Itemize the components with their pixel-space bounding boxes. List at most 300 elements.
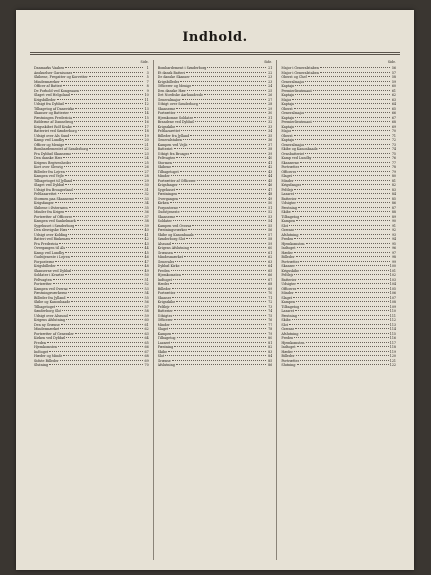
entry-title: Batterier [281,277,297,282]
entry-title: Den danske Hær [34,156,63,160]
entry-title: Hæder [281,250,293,255]
dot-leader [181,211,267,212]
entry-page-number: 96 [391,246,397,250]
contents-column-1 [30,60,153,560]
dot-leader [65,103,143,104]
entry-page-number: 48 [144,264,149,268]
dot-leader [180,171,267,172]
entry-page-number: 68 [144,354,149,358]
entry-title: Feltlejr [157,304,170,309]
entry-title: Portrætter [157,111,176,115]
entry-page-number: 75 [268,313,273,318]
entry-page-number: 121 [389,358,397,363]
entry-page-number: 78 [268,327,273,331]
contents-columns [30,60,400,560]
dot-leader [55,261,142,262]
entry-title: Portrætter [157,291,176,295]
entry-page-number: 46 [268,183,273,187]
entry-title: Batterier [157,309,173,313]
entry-page-number: 56 [268,228,273,232]
entry-page-number: 30 [268,111,273,115]
entry-page-number: 95 [391,241,397,246]
dot-leader [179,184,267,185]
dot-leader [56,306,143,307]
entry-title: Fæstning [281,313,297,318]
dot-leader [181,265,267,266]
entry-title: Indtoget [281,345,296,349]
entry-title: Ridderne af Dannebrog [34,120,74,124]
entry-title: Billeder fra Lejren [34,169,65,174]
entry-page-number: 32 [144,192,149,196]
dot-leader [306,243,390,244]
entry-page-number: 52 [268,210,273,214]
entry-page-number: 35 [144,205,149,210]
dot-leader [66,337,143,338]
entry-page-number: 58 [391,75,397,79]
entry-title: Fæstningen [157,192,178,196]
entry-title: Skibe og Kanonbaade [157,232,194,237]
entry-title: Kaptajn [281,84,295,88]
entry-page-number: 26 [144,165,149,169]
entry-title: Portrætter [281,165,300,169]
entry-page-number: 14 [144,111,149,115]
dot-leader [204,94,266,95]
entry-page-number: 75 [391,151,397,156]
dot-leader [172,333,266,334]
dot-leader [295,193,390,194]
entry-page-number: 69 [144,358,149,363]
dot-leader [172,288,266,289]
dot-leader [306,342,389,343]
entry-title: De Forhold ved Kongeaaen [34,88,80,93]
entry-title: Kaptajn [281,115,295,120]
dot-leader [292,99,390,100]
entry-title: Tilbagetog [157,336,176,340]
dot-leader [195,234,266,235]
entry-title: Den slesvigske Hær [34,228,68,232]
entry-title: Billeder [157,286,171,291]
entry-page-number: 69 [268,286,273,291]
entry-page-number: 42 [268,165,273,169]
entry-title: Kampen [281,219,296,223]
dot-leader [300,166,390,167]
entry-title: Krigsfanger [281,183,302,187]
dot-leader [176,189,266,190]
entry-page-number: 24 [268,84,273,88]
dot-leader [61,324,143,325]
entry-title: Tilbagetog [281,214,300,219]
entry-title: Feltlazarettet [34,192,57,196]
dot-leader [67,297,143,298]
entry-title: Hjemkomsten [281,241,305,246]
contents-entry [281,363,396,368]
dot-leader [300,306,389,307]
dot-leader [73,72,142,73]
dot-leader [300,234,391,235]
entry-page-number: 111 [389,313,397,318]
entry-title: Udsigter [281,282,296,286]
dot-leader [292,211,390,212]
dot-leader [75,333,143,334]
entry-page-number: 27 [268,97,273,102]
entry-page-number: 79 [268,331,273,336]
dot-leader [289,225,390,226]
entry-page-number: 34 [268,129,273,133]
entry-title: Udsigt over Als Sund [34,133,70,138]
entry-title: De danske Skanser [157,75,190,79]
entry-page-number: 61 [391,88,397,93]
dot-leader [298,198,391,199]
dot-leader [294,135,390,136]
entry-page-number: 56 [391,66,397,70]
entry-page-number: 50 [268,201,273,205]
entry-title: Generalmajor [281,142,305,147]
entry-title: Officer af Batteri [34,84,63,88]
dot-leader [71,301,142,302]
dot-leader [297,288,388,289]
entry-page-number: 7 [146,79,149,84]
entry-title: Sygehuset i Sønderborg [34,223,75,228]
entry-page-number: 25 [268,88,273,93]
dot-leader [313,121,390,122]
dot-leader [308,76,390,77]
entry-title: Oberst [281,106,293,111]
entry-title: Grænsen [157,250,173,255]
entry-page-number: 114 [389,327,397,331]
dot-leader [168,351,266,352]
entry-page-number: 104 [389,282,397,286]
entry-title: Krigsskibet Rolf Krake [34,124,72,129]
entry-page-number: 82 [268,345,273,349]
entry-page-number: 63 [268,259,273,264]
dot-leader [172,360,267,361]
entry-title: Kampen ved Sankelmark [34,219,76,223]
dot-leader [296,265,389,266]
dot-leader [295,310,389,311]
entry-page-number: 79 [391,169,397,174]
entry-title: Kaptajn [281,102,295,106]
dot-leader [65,211,142,212]
entry-page-number: 51 [144,277,149,282]
dot-leader [182,99,267,100]
entry-page-number: 63 [144,331,149,336]
dot-leader [190,153,266,154]
dot-leader [65,184,142,185]
entry-page-number: 42 [144,237,149,241]
entry-title: Hæder [281,349,293,354]
dot-leader [65,67,142,68]
dot-leader [62,310,142,311]
dot-leader [73,180,143,181]
entry-title: Hjemkomsten [157,273,181,277]
dot-leader [169,328,266,329]
entry-page-number: 60 [268,246,273,250]
entry-title: Kampen ved Oversø [34,286,68,291]
entry-page-number: 72 [268,300,273,304]
dot-leader [294,189,390,190]
entry-page-number: 80 [391,174,397,178]
entry-title: Kirken [157,201,169,205]
entry-title: Major i Generalstaben [281,66,319,70]
entry-page-number: 47 [268,187,273,192]
entry-page-number: 11 [144,97,149,102]
dot-leader [186,238,266,239]
entry-title: Skanser [157,295,172,300]
page-title: Indhold. [182,30,248,45]
dot-leader [186,72,266,73]
entry-page-number: 83 [391,187,397,192]
column-page-label: Side. [387,60,397,64]
dot-leader [171,324,266,325]
entry-page-number: 62 [391,93,397,97]
entry-page-number: 66 [144,345,149,349]
dot-leader [176,108,266,109]
entry-page-number: 43 [268,169,273,174]
dot-leader [179,207,266,208]
entry-page-number: 23 [268,75,273,79]
entry-page-number: 97 [391,250,397,255]
dot-leader [313,90,390,91]
title-rule [30,54,400,55]
entry-page-number: 15 [144,115,149,120]
entry-title: Soldater i Kvarter [34,273,65,277]
entry-title: Kampen [157,331,172,336]
entry-page-number: 36 [268,138,273,142]
contents-entry [158,363,273,368]
entry-title: Brandene ved Dybbøl [157,120,194,124]
entry-title: Kamp ved Lundby [34,138,65,142]
entry-page-number: 113 [389,322,397,327]
entry-title: Kaptajn [281,138,295,142]
entry-title: Freden [281,237,294,241]
entry-page-number: 46 [144,255,149,259]
entry-page-number: 67 [391,115,397,120]
dot-leader [320,67,390,68]
entry-page-number: 43 [144,241,149,246]
dot-leader [57,99,143,100]
dot-leader [172,166,266,167]
entry-title: Skibe og Kanonbaade [34,300,71,304]
dot-leader [189,144,267,145]
entry-page-number: 85 [391,196,397,201]
entry-page-number: 82 [391,183,397,187]
dot-leader [192,85,266,86]
dot-leader [65,252,142,253]
entry-page-number: 59 [391,79,397,84]
dot-leader [298,315,389,316]
entry-title: Generalmajor [281,111,305,115]
entry-title: Premierlieutenant [281,88,312,93]
dot-leader [68,229,142,230]
entry-title: Grænse [157,358,171,363]
entry-title: Danmarks Vaaben [34,66,65,70]
entry-title: Stormen [157,160,173,165]
entry-title: Portrætter [34,282,52,286]
entry-page-number: 60 [144,318,149,322]
entry-page-number: 67 [144,349,149,354]
entry-page-number: 10 [144,93,149,97]
entry-page-number: 106 [389,291,397,295]
entry-title: Slutning [281,363,296,367]
entry-page-number: 65 [144,340,149,345]
entry-page-number: 18 [144,129,149,133]
entry-title: Udsigt fra Dybbøl [34,102,64,106]
entry-page-number: 84 [391,192,397,196]
entry-title: Indtoget [34,349,49,354]
dot-leader [302,184,390,185]
entry-title: Krigens Afslutning [157,246,189,250]
dot-leader [58,193,143,194]
dot-leader [65,144,142,145]
dot-leader [298,207,390,208]
entry-page-number: 62 [268,255,273,259]
entry-page-number: 77 [268,322,273,327]
entry-title: Kampen ved Vejle [34,174,64,178]
entry-title: Fæstningsværker [157,228,188,232]
entry-page-number: 80 [268,336,273,340]
dot-leader [294,252,390,253]
dot-leader [294,337,388,338]
entry-title: Portrætter [281,358,300,363]
entry-title: Udsigt over Kolding [34,232,68,237]
entry-page-number: 98 [391,255,397,259]
dot-leader [171,306,267,307]
entry-title: Kampen [281,300,296,304]
entry-page-number: 40 [144,228,149,232]
entry-title: Sønderborg Slot [157,237,186,241]
entry-title: Skanserne [157,214,176,219]
entry-page-number: 17 [144,124,149,129]
entry-title: Minder [281,178,294,183]
entry-title: Billeder fra Jylland [34,295,66,300]
entry-page-number: 65 [268,268,273,273]
entry-page-number: 20 [144,138,149,142]
entry-page-number: 19 [144,133,149,138]
entry-page-number: 24 [144,156,149,160]
dot-leader [68,292,142,293]
entry-page-number: 36 [144,210,149,214]
entry-page-number: 105 [389,286,397,291]
entry-page-number: 54 [268,219,273,223]
dot-leader [69,288,143,289]
entry-page-number: 53 [268,214,273,219]
entry-title: Premierlieutenant [281,120,312,124]
dot-leader [190,247,267,248]
entry-title: Major [281,97,292,102]
entry-title: Mindesmærket [157,255,184,259]
entry-title: Forposterne [157,205,179,210]
entry-title: Officer og Menige [34,142,65,147]
entry-page-number: 64 [268,264,273,268]
entry-page-number: 73 [391,142,397,147]
dot-leader [187,90,266,91]
dot-leader [175,261,266,262]
entry-page-number: 64 [144,336,149,340]
entry-page-number: 41 [144,232,149,237]
entry-title: Krigsskibe [281,268,300,273]
entry-page-number: 55 [144,295,149,300]
dot-leader [66,247,143,248]
entry-page-number: 70 [144,363,149,367]
entry-title: Kort over Slesvig [34,165,63,169]
dot-leader [319,148,390,149]
entry-page-number: 16 [144,120,149,124]
entry-title: Afslutning [281,331,299,336]
entry-title: Feltlejr [281,187,294,192]
entry-page-number: 63 [391,97,397,102]
entry-page-number: 22 [268,70,273,75]
entry-title: Hjemkomne Soldater [157,115,194,120]
entry-title: Forposterne [34,259,55,264]
dot-leader [69,207,143,208]
dot-leader [53,279,143,280]
entry-title: Generalmajor [281,79,305,84]
entry-title: Dybbøl Kirke [157,264,180,268]
dot-leader [89,148,143,149]
entry-title: Udsigt fra Broagerland [34,187,73,192]
dot-leader [180,81,266,82]
entry-title: Kirken ved Dybbøl [34,336,65,340]
entry-page-number: 99 [391,259,397,264]
entry-page-number: 28 [144,174,149,178]
entry-page-number: 38 [268,147,273,151]
entry-page-number: 33 [144,196,149,201]
entry-title: Kaptajn [281,93,295,97]
dot-leader [64,166,143,167]
dot-leader [71,94,143,95]
entry-title: Hjemkomsten [34,345,58,349]
entry-page-number: 90 [391,219,397,223]
dot-leader [178,193,266,194]
dot-leader [188,229,266,230]
entry-page-number: 110 [389,309,397,313]
entry-page-number: 109 [389,304,397,309]
title-rule [30,52,400,53]
dot-leader [296,256,390,257]
entry-page-number: 81 [268,340,273,345]
dot-leader [195,121,267,122]
entry-title: Skanserne [281,160,299,165]
dot-leader [78,130,143,131]
entry-page-number: 84 [268,354,273,358]
dot-leader [49,351,142,352]
entry-page-number: 77 [391,160,397,165]
entry-page-number: 29 [268,106,273,111]
entry-title: Lazaret [281,192,295,196]
entry-title: Slot [281,223,288,228]
entry-title: Skibene [157,165,172,169]
dot-leader [63,85,142,86]
entry-title: Det Nordiske Aarhundrede [157,93,203,97]
dot-leader [176,364,267,365]
entry-title: Krigsskibe [157,124,176,129]
contents-column-2 [153,60,277,560]
dot-leader [289,324,389,325]
entry-title: Hjemkomsten [281,340,305,345]
entry-page-number: 56 [144,300,149,304]
dot-leader [72,270,142,271]
entry-page-number: 45 [268,178,273,183]
dot-leader [181,130,266,131]
entry-page-number: 26 [268,93,273,97]
entry-title: Tilbagetoget [157,169,179,174]
entry-page-number: 102 [389,273,397,277]
dot-leader [295,126,390,127]
dot-leader [172,243,266,244]
book-page [16,10,414,570]
entry-page-number: 40 [268,156,273,160]
entry-title: Krigsbilleder [34,97,56,102]
